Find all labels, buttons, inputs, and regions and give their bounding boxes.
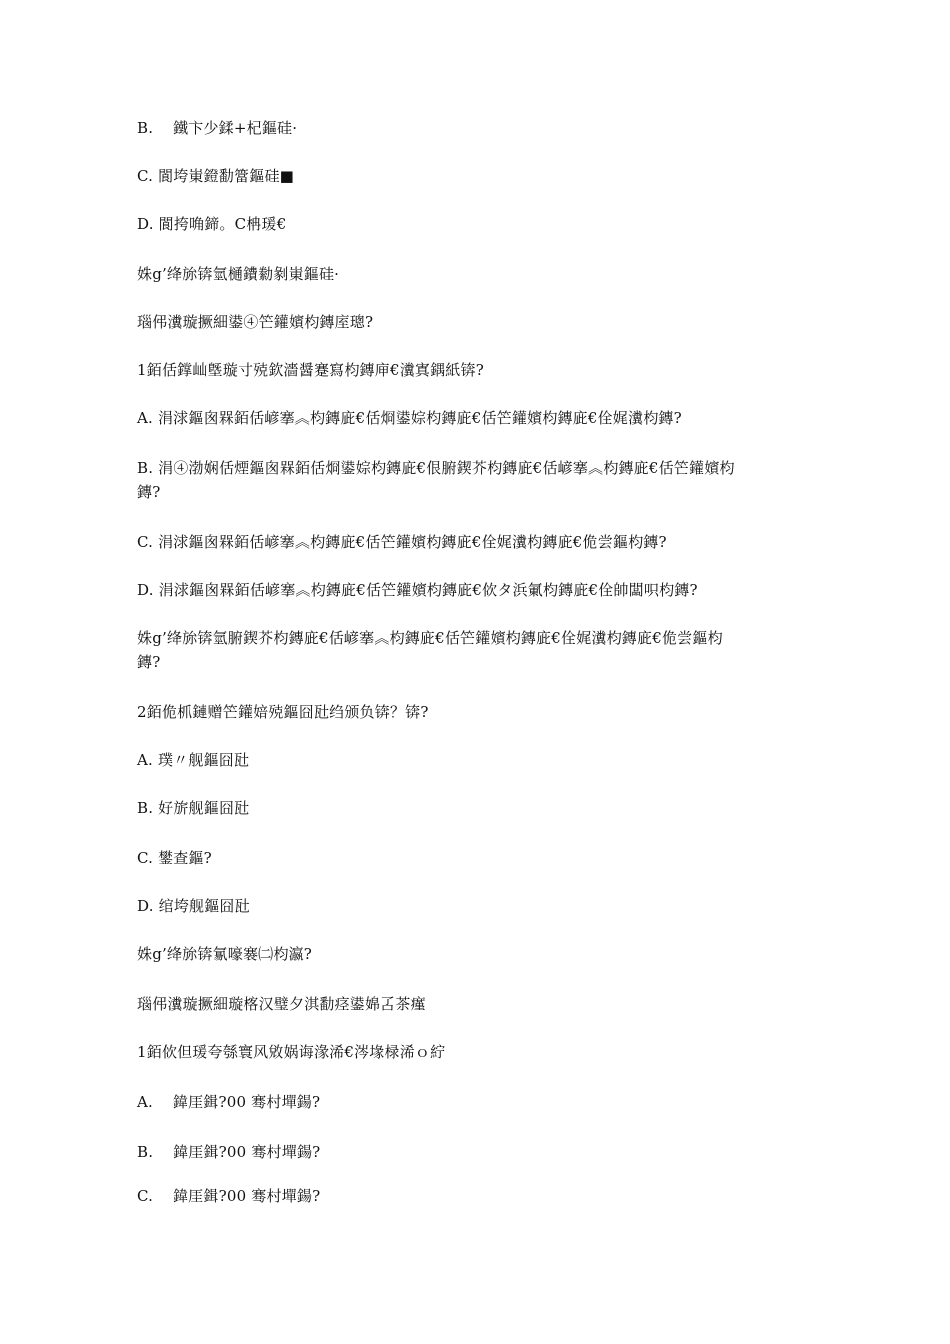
option-line: B. 好旂舰鏂囧瓧 bbox=[137, 799, 250, 817]
question-line: 1銆佽但瑗夸綔寰风敓娲诲湪浠€涔堟椂浠ｏ紵 bbox=[137, 1043, 446, 1061]
option-line: B. 鍏厓鍓?00 骞村墠鍚? bbox=[137, 1143, 321, 1161]
option-line: D. 绾垮舰鏂囧瓧 bbox=[137, 897, 250, 915]
option-line: A. 璞〃舰鏂囧瓧 bbox=[137, 751, 250, 769]
answer-line: 姝g’绛旀锛氫樋鐨勬剶崬鏂硅· bbox=[137, 265, 340, 283]
answer-line: 姝g’绛旀锛氫腑鍥芥枃鏄庛€佸嵃搴︽枃鏄庛€佸笀鑵嬪枃鏄庛€佺娓瀵枃鏄庛€佹尝鏂枃 鏄? bbox=[137, 629, 723, 671]
option-line: B. 鐵卞少鍒+杞鏂硅· bbox=[137, 119, 298, 137]
option-line: D. 涓浗鏂囪槑銆佸嵃搴︽枃鏄庛€佸笀鑵嬪枃鏄庛€佽タ浜氭枃鏄庛€佺帥闆呮枃鏄? bbox=[137, 581, 698, 599]
option-line: C. 涓浗鏂囪槑銆佸嵃搴︽枃鏄庛€佸笀鑵嬪枃鏄庛€佺娓瀵枃鏄庛€佹尝鏂枃鏄? bbox=[137, 533, 667, 551]
question-line: 2銆佹枛鏈赠笀鑵婄殑鏂囧瓧绉颁负锛？锛? bbox=[137, 703, 429, 721]
answer-line: 姝g’绛旀锛氱嚎褰㈡枃瀛? bbox=[137, 945, 313, 963]
option-line: D. 閬挎唃鍗。C柟瑗€ bbox=[137, 215, 287, 233]
option-line: B. 涓④渤娴佸煙鏂囪槑銆佸烱鍙婃枃鏄庛€佷腑鍥芥枃鏄庛€佸嵃搴︽枃鏄庛€佸笀鑵嬪枃 鏄? bbox=[137, 459, 735, 501]
option-line: C. 鍏厓鍓?00 骞村墠鍚? bbox=[137, 1187, 321, 1205]
section-heading: 瑙伄瀵璇撅細鍙④笀鑵嬪枃鏄庢璁? bbox=[137, 313, 374, 331]
option-line: A. 涓浗鏂囪槑銆佸嵃搴︽枃鏄庛€佸烱鍙婃枃鏄庛€佸笀鑵嬪枃鏄庛€佺娓瀵枃鏄? bbox=[137, 409, 682, 427]
section-heading: 瑙伄瀵璇撅細璇楁汉璧夕淇勫痉鍙婂叾茶瘽 bbox=[137, 995, 426, 1013]
option-line: A. 鍏厓鍓?00 骞村墠鍚? bbox=[137, 1093, 321, 1111]
option-line: C. 鐢查鏂? bbox=[137, 849, 212, 867]
option-line: C. 閬垮崬鐙勫簹鏂硅■ bbox=[137, 167, 295, 185]
question-line: 1銆佸鐣屾墍璇寸殑欽濇醤蹇寫枃鏄庘€瀵寘鍝紙锛? bbox=[137, 361, 484, 379]
